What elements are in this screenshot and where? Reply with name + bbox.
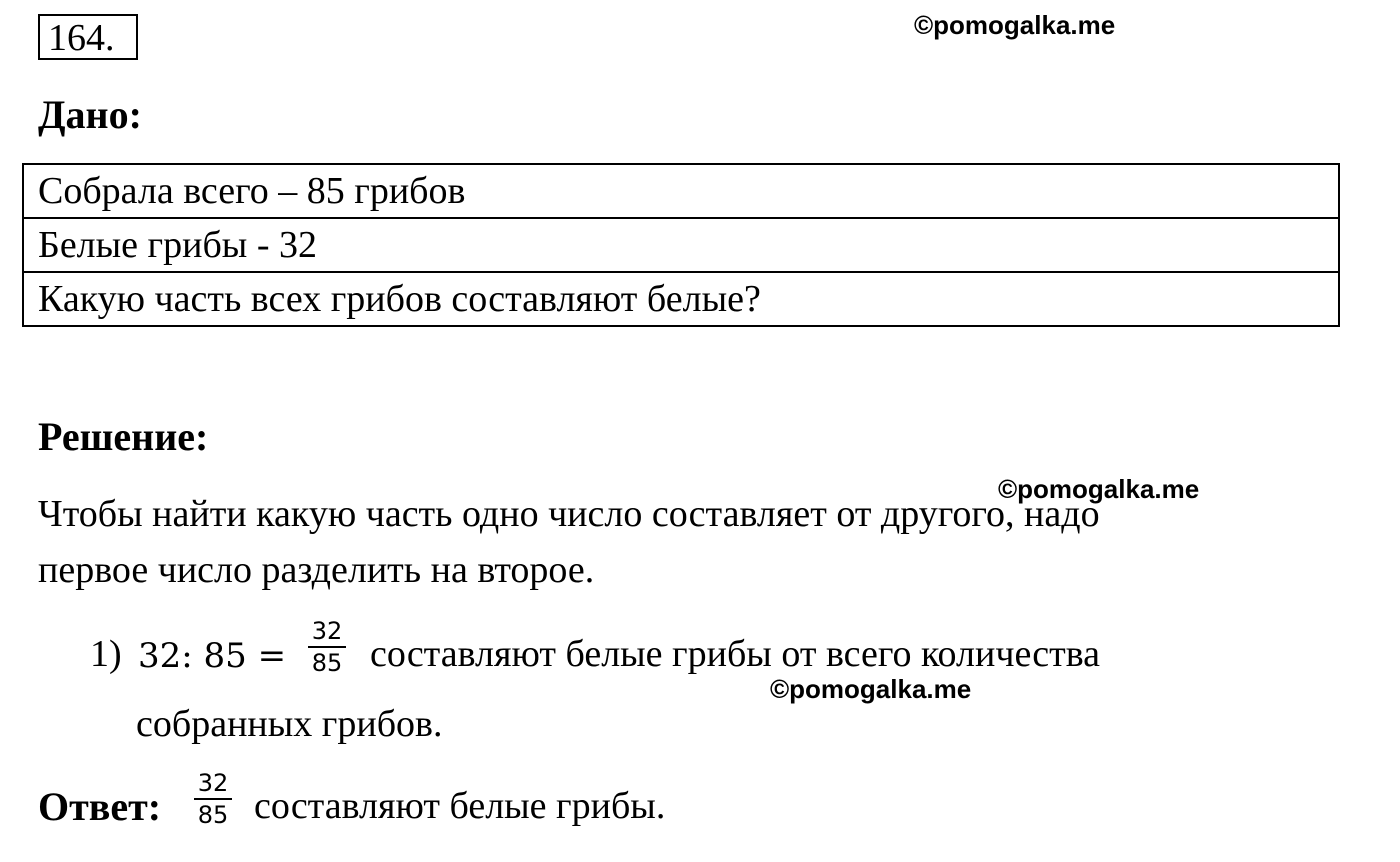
fraction-numerator: 32 — [197, 769, 229, 797]
fraction-denominator: 85 — [197, 801, 229, 829]
fraction-bar — [308, 646, 346, 648]
given-question: Какую часть всех грибов составляют белые? — [23, 272, 1339, 326]
table-row — [23, 272, 1339, 326]
rule-text-line-1: Чтобы найти какую часть одно число составляет от другого, надо — [38, 493, 1100, 535]
answer-label: Ответ: — [38, 784, 162, 829]
step-text-line-1: составляют белые грибы от всего количества — [370, 633, 1101, 675]
watermark: ©pomogalka.me — [914, 10, 1116, 40]
step-text-line-2: собранных грибов. — [136, 703, 443, 745]
fraction-numerator: 32 — [311, 617, 343, 645]
step-number: 1) — [90, 633, 122, 675]
watermark: ©pomogalka.me — [998, 474, 1200, 504]
answer-fraction — [194, 770, 232, 828]
rule-text-line-2: первое число разделить на второе. — [38, 549, 595, 591]
fraction-denominator: 85 — [311, 649, 343, 677]
step-fraction — [308, 618, 346, 676]
fraction-bar — [194, 798, 232, 800]
step-expression: 32: 85 = — [138, 636, 287, 676]
watermark: ©pomogalka.me — [770, 674, 972, 704]
table-row — [23, 164, 1339, 218]
given-table — [22, 163, 1340, 327]
given-heading: Дано: — [38, 92, 142, 137]
given-white: Белые грибы - 32 — [23, 218, 1339, 272]
given-total: Собрала всего – 85 грибов — [23, 164, 1339, 218]
solution-heading: Решение: — [38, 414, 209, 459]
problem-number: 164. — [38, 14, 138, 60]
answer-text: составляют белые грибы. — [254, 785, 666, 827]
table-row — [23, 218, 1339, 272]
